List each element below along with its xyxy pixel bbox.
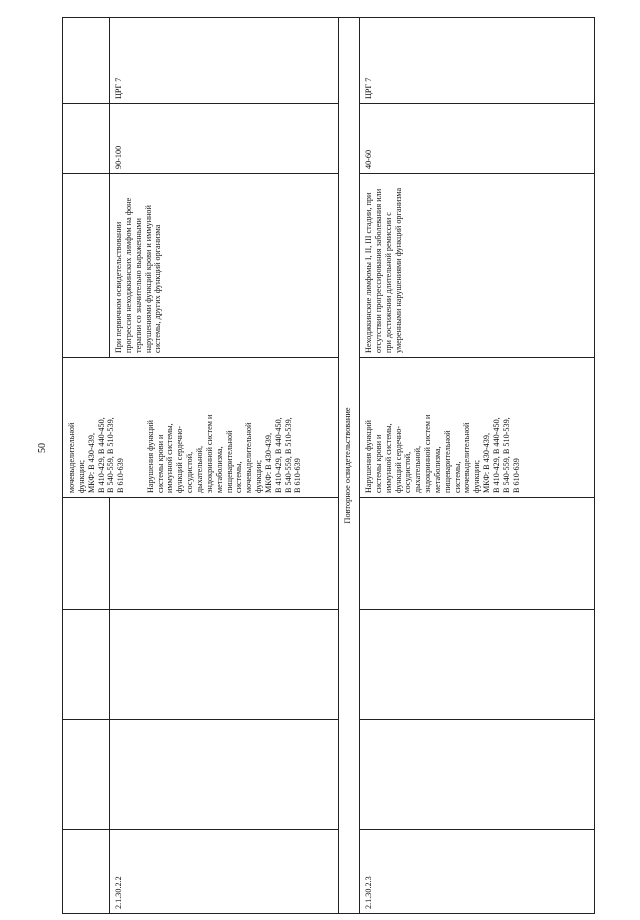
page-number xyxy=(36,438,50,458)
empty-cell xyxy=(360,610,595,720)
percent-cell: 40-60 xyxy=(360,104,595,174)
note-cell: ЦРГ 7 xyxy=(110,18,339,104)
percent-cell xyxy=(63,104,110,174)
code-cell: 2.1.30.2.2 xyxy=(110,830,339,914)
empty-cell xyxy=(63,610,110,720)
note-cell xyxy=(63,18,110,104)
section-row xyxy=(339,18,360,914)
criteria-cell: Неходжкинские лимфомы I, II, III стадии, при отсутствии прогрессирования заболевания или при достижении длительной ремиссии с умеренными нарушениями функций организма xyxy=(360,174,595,358)
table-row xyxy=(360,18,595,914)
empty-cell xyxy=(360,720,595,830)
empty-cell xyxy=(360,498,595,610)
code-cell: 2.1.30.2.3 xyxy=(360,830,595,914)
disorders-cell: Нарушения функций системы крови и иммунной системы, функций сердечно- сосудистой, дыхательной, эндокринной систем и метаболизма, пищеварительной системы, мочевыделительной функции; МКФ: В 430-439, В 410-429, В 440-450, В 540-559, В 510-539, В 610-639 xyxy=(360,358,595,498)
code-cell xyxy=(63,830,110,914)
disability-criteria-table xyxy=(62,17,595,914)
section-heading: Повторное освидетельствование xyxy=(339,18,360,914)
empty-cell xyxy=(110,610,339,720)
empty-cell xyxy=(63,498,110,610)
criteria-cell xyxy=(63,174,110,358)
disorders-cell: мочевыделительной функции; МКФ: В 430-439, В 410-429, В 440-450, В 540-559, В 510-539, В 610-639 Нарушения функций системы крови и иммунной системы, функций сердечно- сосудистой, дыхательной, эндокринной систем и метаболизма, пищеварительной системы, мочевыделительной функции; МКФ: В 430-439, В 410-429, В 440-450, В 540-559, В 510-539, В 610-639 xyxy=(63,358,339,498)
percent-cell: 90-100 xyxy=(110,104,339,174)
empty-cell xyxy=(110,720,339,830)
empty-cell xyxy=(63,720,110,830)
table-row xyxy=(63,18,110,914)
note-cell: ЦРГ 7 xyxy=(360,18,595,104)
criteria-cell: При первичном освидетельствовании прогрессия неходжкинских лимфом на фоне терапии со значительно выраженными нарушениями функций крови и иммунной системы, других функций организма xyxy=(110,174,339,358)
page-number-text: 50 xyxy=(37,443,48,453)
empty-cell xyxy=(110,498,339,610)
rotated-table-container xyxy=(62,18,588,914)
